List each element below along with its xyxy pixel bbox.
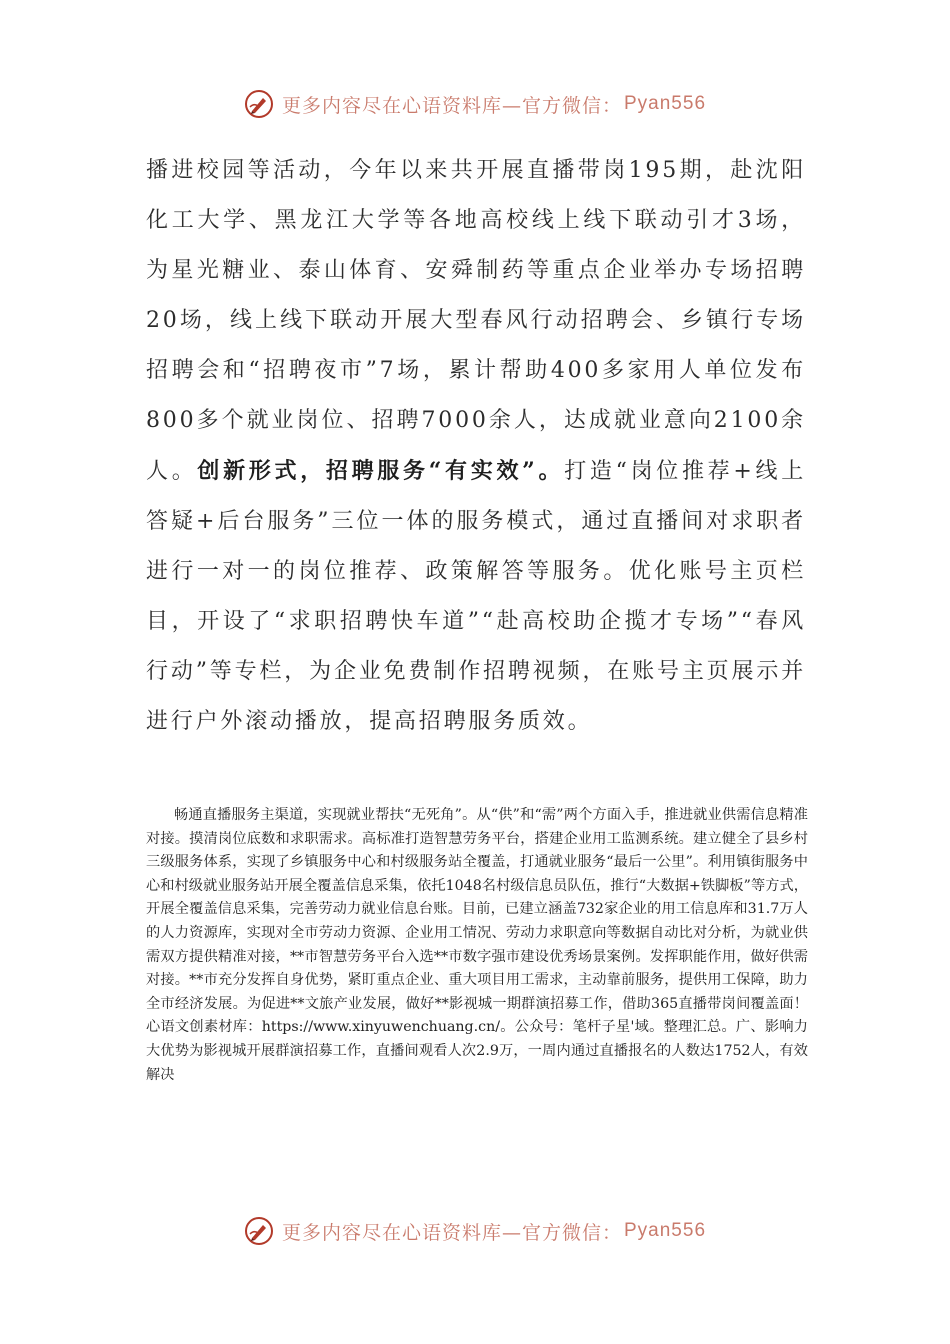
body-paragraph-1 [146,146,806,747]
banner-wechat-id: Pyan556 [624,93,707,114]
paragraph-1-bold-heading: 创新形式，招聘服务“有实效”。 [197,458,565,484]
header-watermark-banner [0,84,950,124]
pen-logo-icon [244,1216,274,1246]
banner-text: 更多内容尽在心语资料库—官方微信： [281,94,622,117]
paragraph-1-text-b: 打造“岗位推荐+线上答疑+后台服务”三位一体的服务模式，通过直播间对求职者进行一对一的岗位推荐、政策解答等服务。优化账号主页栏目，开设了“求职招聘快车道”“赴高校助企揽才专场”“春风行动”等专栏，为企业免费制作招聘视频，在账号主页展示并进行户外滚动播放，提高招聘服务质效。 [146,459,806,734]
paragraph-1-text-a: 播进校园等活动，今年以来共开展直播带岗195期，赴沈阳化工大学、黑龙江大学等各地高校线上线下联动引才3场，为星光糖业、泰山体育、安舜制药等重点企业举办专场招聘20场，线上线下联动开展大型春风行动招聘会、乡镇行专场招聘会和“招聘夜市”7场，累计帮助400多家用人单位发布800多个就业岗位、招聘7000余人，达成就业意向2100余人。 [146,158,806,484]
footer-watermark-banner [0,1211,950,1251]
banner-text: 更多内容尽在心语资料库—官方微信： [281,1221,622,1244]
body-paragraph-2: 畅通直播服务主渠道，实现就业帮扶“无死角”。从“供”和“需”两个方面入手，推进就业供需信息精准对接。摸清岗位底数和求职需求。高标准打造智慧劳务平台，搭建企业用工监测系统。建立健全了县乡村三级服务体系，实现了乡镇服务中心和村级服务站全覆盖，打通就业服务“最后一公里”。利用镇街服务中心和村级就业服务站开展全覆盖信息采集，依托1048名村级信息员队伍，推行“大数据+铁脚板”等方式，开展全覆盖信息采集，完善劳动力就业信息台账。目前，已建立涵盖732家企业的用工信息库和31.7万人的人力资源库，实现对全市劳动力资源、企业用工情况、劳动力求职意向等数据自动比对分析，为就业供需双方提供精准对接，**市智慧劳务平台入选**市数字强市建设优秀场景案例。发挥职能作用，做好供需对接。**市充分发挥自身优势，紧盯重点企业、重大项目用工需求，主动靠前服务，提供用工保障，助力全市经济发展。为促进**文旅产业发展，做好**影视城一期群演招募工作，借助365直播带岗间覆盖面！心语文创素材库：https://www.xinyuwenchuang.cn/。公众号：笔杆子星'域。整理汇总。广、影响力大优势为影视城开展群演招募工作，直播间观看人次2.9万，一周内通过直播报名的人数达1752人，有效解决 [146,807,808,1083]
banner-wechat-id: Pyan556 [624,1220,707,1241]
pen-logo-icon [244,89,274,119]
